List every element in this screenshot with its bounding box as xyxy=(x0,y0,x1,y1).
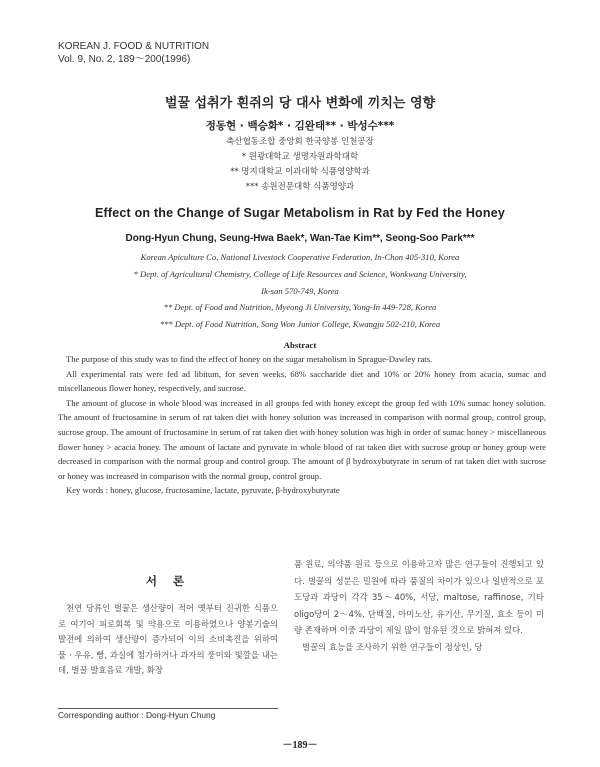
introduction-paragraph: 벌꿀의 효능을 조사하기 위한 연구들이 정상인, 당 xyxy=(302,641,483,652)
abstract-heading: Abstract xyxy=(283,340,317,350)
abstract-body xyxy=(58,352,546,498)
abstract-keywords: Key words : honey, glucose, fructosamine, lactate, pyruvate, β-hydroxybutyrate xyxy=(66,485,340,496)
english-affiliation: ** Dept. of Food and Nutrition, Myeong Ji University, Yong-In 449-728, Korea xyxy=(163,302,437,313)
abstract-paragraph: The amount of glucose in whole blood was increased in all groups fed with honey except the group fed with 10% sumac honey solution. The amount of fructosamine in serum of rat taken diet with honey solution was increased in comparison with normal group, control group, sucrose group. The amount of fructosamine in serum of rat taken diet with honey solution was high in order of sumac honey > miscellaneous flower honey > acacia honey. The amount of lactate and pyruvate in whole blood of rat taken diet with sucrose group or honey group were decreased in comparison with the normal group and control group. The amount of β hydroxybutyrate in serum of rat taken diet with sucrose or honey was increased in comparison with the normal group, control group. xyxy=(58,397,546,481)
english-affiliation: Ik-san 570-749, Korea xyxy=(261,285,339,296)
footnote-divider xyxy=(58,708,278,709)
korean-affiliation: ** 명지대학교 이과대학 식품영양학과 xyxy=(230,167,370,177)
corresponding-author-note: Corresponding author : Dong-Hyun Chung xyxy=(58,710,216,720)
korean-affiliations xyxy=(0,135,600,195)
introduction-left-column: 천연 당류인 벌꿀은 생산량이 적어 옛부터 진귀한 식품으로 여기어 피로회복 및 약용으로 이용하였으나 양봉기술의 발전에 의하여 생산량이 증가되어 이의 소비촉진을 위하여 물 · 우유, 빵, 과실에 첨가하거나 과자의 풍미와 빛깔을 내는데, 벌꿀 발효음료 개발, 화장 xyxy=(58,603,278,675)
korean-authors: 정동현 · 백승화* · 김완태** · 박성수*** xyxy=(205,120,395,132)
introduction-paragraph: 품 원료, 의약품 원료 등으로 이용하고자 많은 연구들이 진행되고 있다. 벌꿀의 성분은 밀원에 따라 품질의 차이가 있으나 일반적으로 포도당과 과당이 각각 35～40%, 서당, maltose, raffinose, 기타 oligo당이 2～4%, 단백질, 아미노산, 유기산, 무기질, 효소 등이 미량 존재하며 이중 과당이 제일 많이 함유된 것으로 밝혀져 있다. xyxy=(294,559,544,636)
english-authors: Dong-Hyun Chung, Seung-Hwa Baek*, Wan-Tae Kim**, Seong-Soo Park*** xyxy=(125,233,475,244)
journal-name: KOREAN J. FOOD & NUTRITION xyxy=(58,41,210,52)
korean-affiliation: 축산협동조합 중앙회 한국양봉 인천공장 xyxy=(226,137,374,147)
journal-header xyxy=(58,40,209,66)
korean-affiliation: * 원광대학교 생명자원과학대학 xyxy=(241,152,359,162)
english-affiliations xyxy=(0,249,600,333)
english-affiliation: *** Dept. of Food Nutrition, Song Won Junior College, Kwangju 502-210, Korea xyxy=(159,319,441,330)
introduction-right-column xyxy=(294,556,544,656)
korean-affiliation: *** 송원전문대학 식품영양과 xyxy=(245,182,355,192)
korean-title: 벌꿀 섭취가 흰쥐의 당 대사 변화에 끼치는 영향 xyxy=(164,96,436,111)
introduction-heading: 서 론 xyxy=(145,574,191,588)
journal-volume: Vol. 9, No. 2, 189～200(1996) xyxy=(58,54,191,65)
abstract-paragraph: All experimental rats were fed ad libitum, for seven weeks, 68% saccharide diet and 10% or 20% honey from acacia, sumac and miscellaneous flower honey, respectively, and sucrose. xyxy=(58,368,546,394)
abstract-paragraph: The purpose of this study was to find the effect of honey on the sugar metabolism in Sprague-Dawley rats. xyxy=(66,354,433,364)
page-number: －189－ xyxy=(282,740,318,751)
english-affiliation: * Dept. of Agricultural Chemistry, College of Life Resources and Science, Wonkwang University, xyxy=(133,268,467,279)
english-affiliation: Korean Apiculture Co, National Livestock Cooperative Federation, In-Chon 405-310, Korea xyxy=(140,252,460,262)
english-title: Effect on the Change of Sugar Metabolism in Rat by Fed the Honey xyxy=(94,206,506,220)
